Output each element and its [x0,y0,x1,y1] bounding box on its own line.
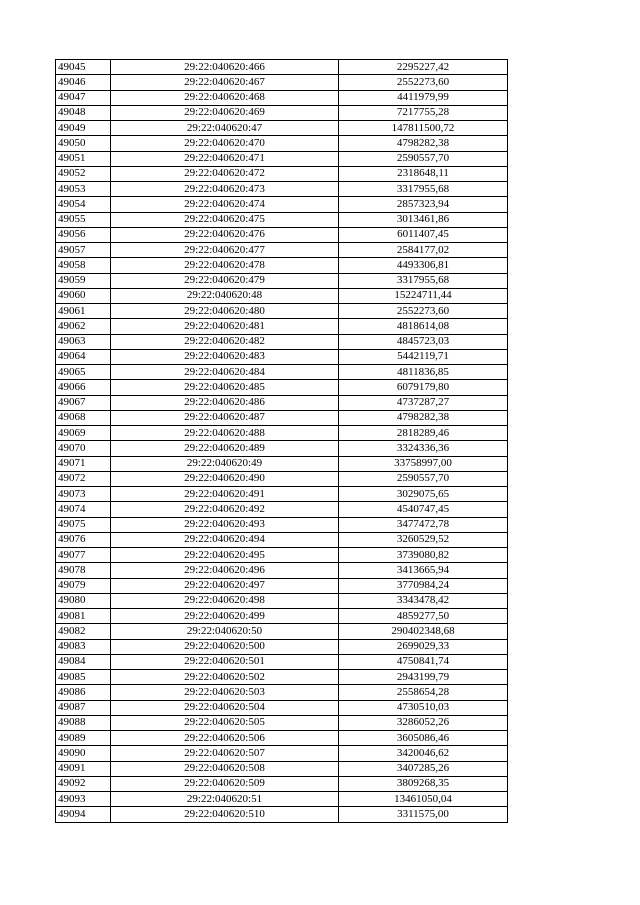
table-row [56,624,508,639]
table-row [56,90,508,105]
cadastral-value-cell: 3013461,86 [339,212,508,227]
cadastral-number-cell: 29:22:040620:503 [111,685,339,700]
cadastral-value-cell: 4737287,27 [339,395,508,410]
row-number-cell: 49087 [56,700,111,715]
table-row [56,517,508,532]
cadastral-number-cell: 29:22:040620:486 [111,395,339,410]
table-row [56,456,508,471]
cadastral-number-cell: 29:22:040620:498 [111,593,339,608]
table-row [56,532,508,547]
row-number-cell: 49069 [56,426,111,441]
cadastral-number-cell: 29:22:040620:466 [111,60,339,75]
cadastral-number-cell: 29:22:040620:484 [111,365,339,380]
row-number-cell: 49059 [56,273,111,288]
cadastral-value-cell: 3286052,26 [339,715,508,730]
table-row [56,166,508,181]
cadastral-number-cell: 29:22:040620:472 [111,166,339,181]
cadastral-value-cell: 2318648,11 [339,166,508,181]
cadastral-number-cell: 29:22:040620:471 [111,151,339,166]
table-row [56,380,508,395]
cadastral-number-cell: 29:22:040620:509 [111,776,339,791]
table-row [56,731,508,746]
table-row [56,670,508,685]
row-number-cell: 49093 [56,792,111,807]
table-row [56,395,508,410]
cadastral-number-cell: 29:22:040620:479 [111,273,339,288]
row-number-cell: 49055 [56,212,111,227]
row-number-cell: 49090 [56,746,111,761]
cadastral-value-cell: 2857323,94 [339,197,508,212]
cadastral-number-cell: 29:22:040620:468 [111,90,339,105]
row-number-cell: 49065 [56,365,111,380]
row-number-cell: 49071 [56,456,111,471]
cadastral-number-cell: 29:22:040620:497 [111,578,339,593]
table-row [56,60,508,75]
cadastral-value-cell: 15224711,44 [339,288,508,303]
table-row [56,349,508,364]
row-number-cell: 49073 [56,487,111,502]
cadastral-number-cell: 29:22:040620:481 [111,319,339,334]
table-row [56,334,508,349]
cadastral-value-cell: 3413665,94 [339,563,508,578]
cadastral-value-cell: 3029075,65 [339,487,508,502]
table-row [56,410,508,425]
row-number-cell: 49064 [56,349,111,364]
cadastral-number-cell: 29:22:040620:501 [111,654,339,669]
row-number-cell: 49079 [56,578,111,593]
cadastral-number-cell: 29:22:040620:51 [111,792,339,807]
table-row [56,258,508,273]
cadastral-number-cell: 29:22:040620:490 [111,471,339,486]
cadastral-value-cell: 2552273,60 [339,304,508,319]
row-number-cell: 49088 [56,715,111,730]
cadastral-value-cell: 4730510,03 [339,700,508,715]
row-number-cell: 49047 [56,90,111,105]
cadastral-number-cell: 29:22:040620:483 [111,349,339,364]
table-row [56,197,508,212]
row-number-cell: 49066 [56,380,111,395]
row-number-cell: 49089 [56,731,111,746]
row-number-cell: 49057 [56,243,111,258]
cadastral-number-cell: 29:22:040620:487 [111,410,339,425]
row-number-cell: 49045 [56,60,111,75]
table-row [56,593,508,608]
cadastral-number-cell: 29:22:040620:506 [111,731,339,746]
cadastral-number-cell: 29:22:040620:50 [111,624,339,639]
row-number-cell: 49080 [56,593,111,608]
row-number-cell: 49075 [56,517,111,532]
document-page [55,59,507,823]
table-row [56,121,508,136]
table-row [56,365,508,380]
table-row [56,639,508,654]
cadastral-number-cell: 29:22:040620:485 [111,380,339,395]
cadastral-number-cell: 29:22:040620:475 [111,212,339,227]
cadastral-value-cell: 2590557,70 [339,471,508,486]
cadastral-value-cell: 4540747,45 [339,502,508,517]
table-row [56,807,508,822]
table-row [56,273,508,288]
table-row [56,487,508,502]
cadastral-value-cell: 290402348,68 [339,624,508,639]
cadastral-value-cell: 2295227,42 [339,60,508,75]
cadastral-value-cell: 3605086,46 [339,731,508,746]
table-row [56,548,508,563]
cadastral-value-cell: 3420046,62 [339,746,508,761]
cadastral-value-cell: 2584177,02 [339,243,508,258]
table-row [56,151,508,166]
cadastral-value-table [55,59,508,823]
table-row [56,75,508,90]
table-row [56,792,508,807]
cadastral-number-cell: 29:22:040620:491 [111,487,339,502]
cadastral-value-cell: 3407285,26 [339,761,508,776]
table-row [56,563,508,578]
row-number-cell: 49062 [56,319,111,334]
cadastral-number-cell: 29:22:040620:480 [111,304,339,319]
row-number-cell: 49092 [56,776,111,791]
row-number-cell: 49085 [56,670,111,685]
table-row [56,243,508,258]
cadastral-value-cell: 3770984,24 [339,578,508,593]
row-number-cell: 49076 [56,532,111,547]
cadastral-value-cell: 4798282,38 [339,410,508,425]
row-number-cell: 49048 [56,105,111,120]
cadastral-value-cell: 2558654,28 [339,685,508,700]
cadastral-number-cell: 29:22:040620:470 [111,136,339,151]
cadastral-value-cell: 2699029,33 [339,639,508,654]
cadastral-number-cell: 29:22:040620:478 [111,258,339,273]
cadastral-number-cell: 29:22:040620:47 [111,121,339,136]
table-row [56,685,508,700]
cadastral-value-cell: 3477472,78 [339,517,508,532]
cadastral-number-cell: 29:22:040620:502 [111,670,339,685]
row-number-cell: 49081 [56,609,111,624]
table-row [56,700,508,715]
cadastral-value-cell: 3317955,68 [339,182,508,197]
table-row [56,441,508,456]
table-row [56,761,508,776]
cadastral-value-cell: 3739080,82 [339,548,508,563]
row-number-cell: 49050 [56,136,111,151]
cadastral-number-cell: 29:22:040620:510 [111,807,339,822]
cadastral-number-cell: 29:22:040620:504 [111,700,339,715]
row-number-cell: 49046 [56,75,111,90]
row-number-cell: 49054 [56,197,111,212]
cadastral-value-cell: 2818289,46 [339,426,508,441]
table-row [56,105,508,120]
cadastral-number-cell: 29:22:040620:505 [111,715,339,730]
row-number-cell: 49049 [56,121,111,136]
table-row [56,304,508,319]
table-row [56,426,508,441]
table-row [56,288,508,303]
row-number-cell: 49070 [56,441,111,456]
row-number-cell: 49067 [56,395,111,410]
cadastral-number-cell: 29:22:040620:499 [111,609,339,624]
cadastral-value-cell: 33758997,00 [339,456,508,471]
cadastral-number-cell: 29:22:040620:494 [111,532,339,547]
table-row [56,471,508,486]
cadastral-number-cell: 29:22:040620:476 [111,227,339,242]
table-row [56,776,508,791]
cadastral-value-cell: 5442119,71 [339,349,508,364]
cadastral-value-cell: 3343478,42 [339,593,508,608]
table-row [56,715,508,730]
table-row [56,609,508,624]
row-number-cell: 49058 [56,258,111,273]
row-number-cell: 49060 [56,288,111,303]
table-row [56,502,508,517]
row-number-cell: 49083 [56,639,111,654]
cadastral-value-cell: 3317955,68 [339,273,508,288]
row-number-cell: 49072 [56,471,111,486]
cadastral-value-cell: 3311575,00 [339,807,508,822]
cadastral-value-cell: 2590557,70 [339,151,508,166]
cadastral-number-cell: 29:22:040620:492 [111,502,339,517]
table-row [56,578,508,593]
cadastral-number-cell: 29:22:040620:467 [111,75,339,90]
row-number-cell: 49086 [56,685,111,700]
cadastral-value-cell: 4811836,85 [339,365,508,380]
cadastral-value-cell: 6011407,45 [339,227,508,242]
row-number-cell: 49051 [56,151,111,166]
row-number-cell: 49074 [56,502,111,517]
row-number-cell: 49061 [56,304,111,319]
cadastral-value-cell: 4750841,74 [339,654,508,669]
row-number-cell: 49077 [56,548,111,563]
row-number-cell: 49082 [56,624,111,639]
cadastral-value-cell: 3809268,35 [339,776,508,791]
row-number-cell: 49053 [56,182,111,197]
cadastral-value-cell: 13461050,04 [339,792,508,807]
cadastral-number-cell: 29:22:040620:508 [111,761,339,776]
cadastral-value-cell: 147811500,72 [339,121,508,136]
table-body [56,60,508,823]
cadastral-number-cell: 29:22:040620:489 [111,441,339,456]
cadastral-number-cell: 29:22:040620:48 [111,288,339,303]
cadastral-number-cell: 29:22:040620:482 [111,334,339,349]
table-row [56,227,508,242]
cadastral-number-cell: 29:22:040620:496 [111,563,339,578]
cadastral-number-cell: 29:22:040620:49 [111,456,339,471]
table-row [56,182,508,197]
cadastral-value-cell: 3324336,36 [339,441,508,456]
cadastral-value-cell: 7217755,28 [339,105,508,120]
cadastral-value-cell: 4798282,38 [339,136,508,151]
cadastral-number-cell: 29:22:040620:473 [111,182,339,197]
cadastral-value-cell: 4493306,81 [339,258,508,273]
cadastral-number-cell: 29:22:040620:488 [111,426,339,441]
cadastral-value-cell: 4845723,03 [339,334,508,349]
cadastral-value-cell: 2943199,79 [339,670,508,685]
table-row [56,212,508,227]
cadastral-value-cell: 3260529,52 [339,532,508,547]
row-number-cell: 49063 [56,334,111,349]
cadastral-value-cell: 4818614,08 [339,319,508,334]
row-number-cell: 49052 [56,166,111,181]
table-row [56,136,508,151]
cadastral-value-cell: 6079179,80 [339,380,508,395]
row-number-cell: 49084 [56,654,111,669]
cadastral-number-cell: 29:22:040620:495 [111,548,339,563]
row-number-cell: 49056 [56,227,111,242]
cadastral-number-cell: 29:22:040620:477 [111,243,339,258]
table-row [56,319,508,334]
row-number-cell: 49078 [56,563,111,578]
cadastral-value-cell: 4859277,50 [339,609,508,624]
cadastral-value-cell: 4411979,99 [339,90,508,105]
cadastral-number-cell: 29:22:040620:507 [111,746,339,761]
cadastral-value-cell: 2552273,60 [339,75,508,90]
cadastral-number-cell: 29:22:040620:493 [111,517,339,532]
cadastral-number-cell: 29:22:040620:500 [111,639,339,654]
table-row [56,746,508,761]
cadastral-number-cell: 29:22:040620:469 [111,105,339,120]
row-number-cell: 49091 [56,761,111,776]
row-number-cell: 49094 [56,807,111,822]
table-row [56,654,508,669]
row-number-cell: 49068 [56,410,111,425]
cadastral-number-cell: 29:22:040620:474 [111,197,339,212]
